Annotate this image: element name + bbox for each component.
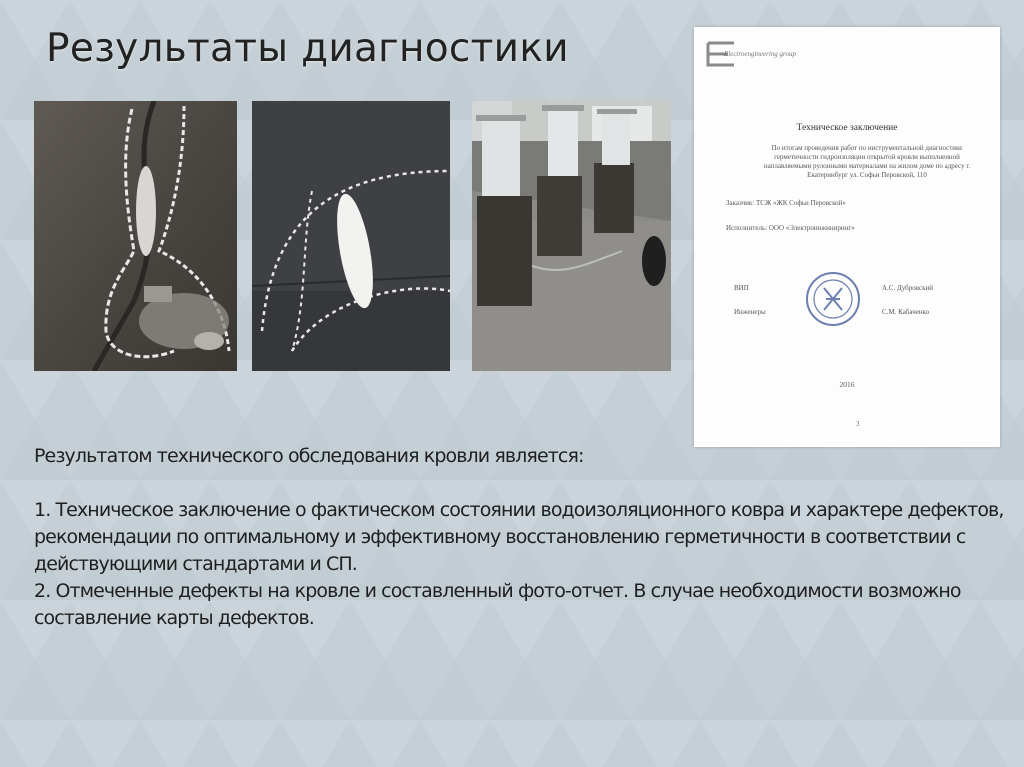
- signature-organization: ВИП: [734, 284, 749, 292]
- signer-2: С.М. Кабаченко: [882, 308, 930, 316]
- document-contractor: Исполнитель: ООО «Электроинжиниринг»: [726, 224, 855, 232]
- roof-vents-photo: [472, 101, 671, 371]
- roof-defect-photo: [252, 101, 450, 371]
- document-heading: Техническое заключение: [796, 123, 898, 133]
- document-paragraph: По итогам проведения работ по инструментальной диагностике герметичности гидроизоляции открытой кровли выполненной наплавляемыми рулонными материалами на жилом доме по адресу г. Екатеринбург ул. Софьи Перовской, 110: [763, 144, 971, 179]
- technical-report-document: [694, 27, 1000, 447]
- intro-text: Результатом технического обследования кровли является:: [34, 445, 584, 467]
- results-text: [34, 443, 1014, 632]
- roof-crack-photo: [34, 101, 237, 371]
- list-item: 2. Отмеченные дефекты на кровле и составленный фото-отчет. В случае необходимости возможно составление карты дефектов.: [34, 580, 961, 629]
- list-item: 1. Техническое заключение о фактическом состоянии водоизоляционного ковра и характере дефектов, рекомендации по оптимальному и эффективному восстановлению герметичности в соответствии с действующими стандартами и СП.: [34, 499, 1004, 575]
- slide-title: Результаты диагностики: [46, 26, 569, 71]
- document-year: 2016: [839, 380, 855, 389]
- document-customer: Заказчик: ТСЖ «ЖК Софьи Перовской»: [726, 199, 846, 207]
- signature-role: Инженеры: [734, 308, 766, 316]
- document-page-number: 3: [856, 420, 860, 428]
- company-name: Electroengineering group: [724, 50, 796, 58]
- stamp-seal-icon: [804, 270, 862, 328]
- signer-1: А.С. Дубровский: [882, 284, 933, 292]
